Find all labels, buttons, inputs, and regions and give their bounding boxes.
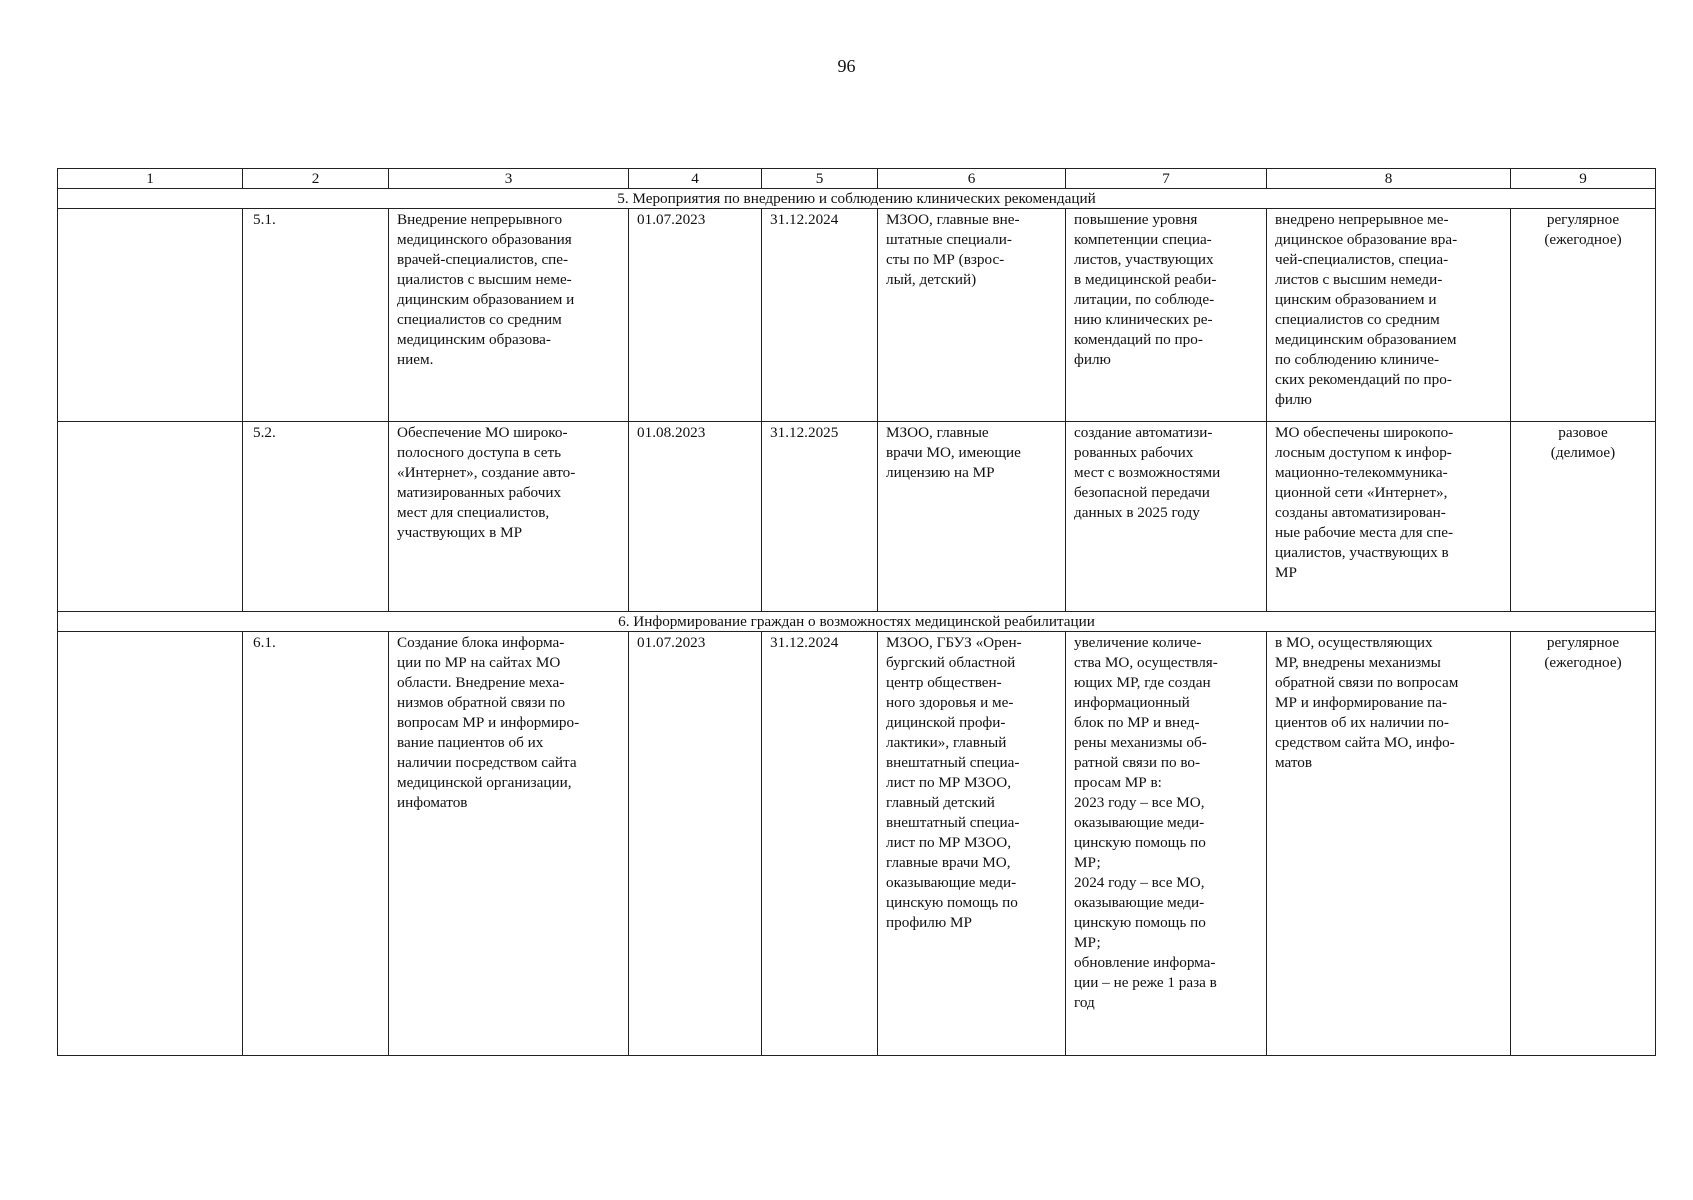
cell-responsible: МЗОО, главные вне- штатные специали- сты по МР (взрос- лый, детский) xyxy=(878,209,1066,422)
cell-outcome: внедрено непрерывное ме- дицинское образование вра- чей-специалистов, специа- листов с высшим немеди- цинским образованием и специалистов со средним медицинским образованием по соблюдению клиниче- ских рекомендаций по про- филю xyxy=(1267,209,1511,422)
column-number-row xyxy=(58,169,1656,189)
cell-event: Обеспечение МО широко- полосного доступа в сеть «Интернет», создание авто- матизированных рабочих мест для специалистов, участвующих в МР xyxy=(389,422,629,612)
column-number: 3 xyxy=(389,169,629,189)
column-number: 4 xyxy=(629,169,762,189)
cell-start-date: 01.07.2023 xyxy=(629,632,762,1056)
cell-start-date: 01.08.2023 xyxy=(629,422,762,612)
column-number: 6 xyxy=(878,169,1066,189)
cell-type: регулярное (ежегодное) xyxy=(1511,209,1656,422)
table-row xyxy=(58,422,1656,612)
column-number: 9 xyxy=(1511,169,1656,189)
table-row xyxy=(58,632,1656,1056)
section-heading-row xyxy=(58,189,1656,209)
measures-table xyxy=(57,168,1656,1056)
cell-col1 xyxy=(58,632,243,1056)
cell-event: Внедрение непрерывного медицинского образования врачей-специалистов, спе- циалистов с высшим неме- дицинским образованием и специалистов со средним медицинским образова- нием. xyxy=(389,209,629,422)
cell-outcome: МО обеспечены широкопо- лосным доступом к инфор- мационно-телекоммуника- ционной сети «Интернет», созданы автоматизирован- ные рабочие места для спе- циалистов, участвующих в МР xyxy=(1267,422,1511,612)
cell-col1 xyxy=(58,422,243,612)
column-number: 2 xyxy=(243,169,389,189)
column-number: 7 xyxy=(1066,169,1267,189)
cell-result: создание автоматизи- рованных рабочих мест с возможностями безопасной передачи данных в 2025 году xyxy=(1066,422,1267,612)
cell-end-date: 31.12.2025 xyxy=(762,422,878,612)
cell-end-date: 31.12.2024 xyxy=(762,632,878,1056)
page-number: 96 xyxy=(837,56,856,76)
cell-start-date: 01.07.2023 xyxy=(629,209,762,422)
cell-number: 5.2. xyxy=(243,422,389,612)
cell-number: 5.1. xyxy=(243,209,389,422)
column-number: 8 xyxy=(1267,169,1511,189)
section-title: 5. Мероприятия по внедрению и соблюдению клинических рекомендаций xyxy=(58,189,1656,209)
cell-event: Создание блока информа- ции по МР на сайтах МО области. Внедрение меха- низмов обратной связи по вопросам МР и информиро- вание пациентов об их наличии посредством сайта медицинской организации, инфоматов xyxy=(389,632,629,1056)
table-row xyxy=(58,209,1656,422)
cell-result: увеличение количе- ства МО, осуществля- ющих МР, где создан информационный блок по МР и внед- рены механизмы об- ратной связи по во- просам МР в: 2023 году – все МО, оказывающие меди- цинскую помощь по МР; 2024 году – все МО, оказывающие меди- цинскую помощь по МР; обновление информа- ции – не реже 1 раза в год xyxy=(1066,632,1267,1056)
cell-responsible: МЗОО, главные врачи МО, имеющие лицензию на МР xyxy=(878,422,1066,612)
cell-type: регулярное (ежегодное) xyxy=(1511,632,1656,1056)
cell-responsible: МЗОО, ГБУЗ «Орен- бургский областной центр обществен- ного здоровья и ме- дицинской профи- лактики», главный внештатный специа- лист по МР МЗОО, главный детский внештатный специа- лист по МР МЗОО, главные врачи МО, оказывающие меди- цинскую помощь по профилю МР xyxy=(878,632,1066,1056)
cell-outcome: в МО, осуществляющих МР, внедрены механизмы обратной связи по вопросам МР и информирование па- циентов об их наличии по- средством сайта МО, инфо- матов xyxy=(1267,632,1511,1056)
cell-number: 6.1. xyxy=(243,632,389,1056)
column-number: 1 xyxy=(58,169,243,189)
cell-end-date: 31.12.2024 xyxy=(762,209,878,422)
section-title: 6. Информирование граждан о возможностях медицинской реабилитации xyxy=(58,612,1656,632)
cell-result: повышение уровня компетенции специа- листов, участвующих в медицинской реаби- литации, по соблюде- нию клинических ре- комендаций по про- филю xyxy=(1066,209,1267,422)
cell-type: разовое (делимое) xyxy=(1511,422,1656,612)
section-heading-row xyxy=(58,612,1656,632)
column-number: 5 xyxy=(762,169,878,189)
cell-col1 xyxy=(58,209,243,422)
